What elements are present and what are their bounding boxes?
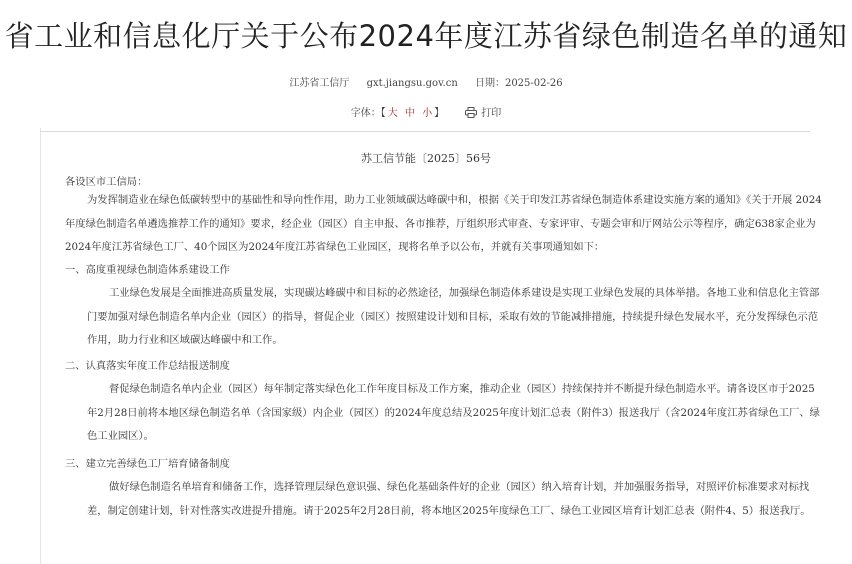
article-body bbox=[65, 172, 822, 524]
section-heading-3: 三、建立完善绿色工厂培育储备制度 bbox=[65, 458, 230, 470]
date-value: 2025-02-26 bbox=[504, 78, 563, 89]
font-size-large-button[interactable]: 大 bbox=[387, 108, 398, 119]
page-title: 省工业和信息化厅关于公布2024年度江苏省绿色制造名单的通知 bbox=[4, 19, 848, 53]
section-paragraph-2: 督促绿色制造名单内企业（园区）每年制定落实绿色化工作年度目标及工作方案，推动企业（园区）持续保持并不断提升绿色制造水平。请各设区市于2025年2月28日前将本地区绿色制造名单（含国家级）内企业（园区）的2024年度总结及2025年度计划汇总表（附件3）报送我厅（含2024年度江苏省绿色工厂、绿色工业园区）。 bbox=[87, 383, 820, 442]
section-heading-1: 一、高度重视绿色制造体系建设工作 bbox=[65, 264, 230, 276]
article-meta bbox=[0, 74, 852, 89]
section-paragraph-3: 做好绿色制造名单培育和储备工作，选择管理层绿色意识强、绿色化基础条件好的企业（园区）纳入培育计划，并加强服务指导，对照评价标准要求对标找差，制定创建计划，针对性落实改进提升措施。请于2025年2月28日前，将本地区2025年度绿色工厂、绿色工业园区培育计划汇总表（附件4、5）报送我厅。 bbox=[87, 481, 811, 517]
font-size-medium-button[interactable]: 中 bbox=[404, 108, 415, 119]
print-button[interactable] bbox=[465, 108, 501, 119]
section-paragraph-1: 工业绿色发展是全面推进高质量发展，实现碳达峰碳中和目标的必然途径，加强绿色制造体系建设是实现工业绿色发展的具体举措。各地工业和信息化主管部门要加强对绿色制造名单内企业（园区）的指导，督促企业（园区）按照建设计划和目标，采取有效的节能减排措施，持续提升绿色发展水平，充分发挥绿色示范作用，助力行业和区域碳达峰碳中和工作。 bbox=[87, 287, 820, 346]
printer-icon bbox=[465, 107, 477, 118]
addressee: 各设区市工信局： bbox=[65, 176, 148, 188]
print-label: 打印 bbox=[481, 108, 502, 119]
reading-tools bbox=[0, 104, 852, 119]
header-divider bbox=[40, 131, 810, 132]
source-label: 江苏省工信厅 bbox=[289, 78, 350, 89]
font-size-close-bracket: 】 bbox=[434, 108, 445, 119]
left-border-rule bbox=[40, 128, 41, 564]
font-size-small-button[interactable]: 小 bbox=[422, 108, 433, 119]
intro-paragraph: 为发挥制造业在绿色低碳转型中的基础性和导向性作用，助力工业领域碳达峰碳中和，根据《关于印发江苏省绿色制造体系建设实施方案的通知》《关于开展 2024 年度绿色制造名单遴选推荐工作的通知》要求，经企业（园区）自主申报、各市推荐，厅组织形式审查、专家评审、专题会审和厅网站公示等程序，确定638家企业为2024年度江苏省绿色工厂、40个园区为2024年度江苏省绿色工业园区，现将名单予以公布，并就有关事项通知如下： bbox=[65, 194, 822, 253]
publish-date bbox=[475, 78, 563, 89]
document-number: 苏工信节能〔2025〕56号 bbox=[361, 152, 491, 165]
source-url: gxt.jiangsu.gov.cn bbox=[366, 78, 458, 89]
section-heading-2: 二、认真落实年度工作总结报送制度 bbox=[65, 360, 230, 372]
date-label: 日期： bbox=[474, 78, 505, 89]
font-size-label: 字体：【 bbox=[350, 108, 386, 119]
